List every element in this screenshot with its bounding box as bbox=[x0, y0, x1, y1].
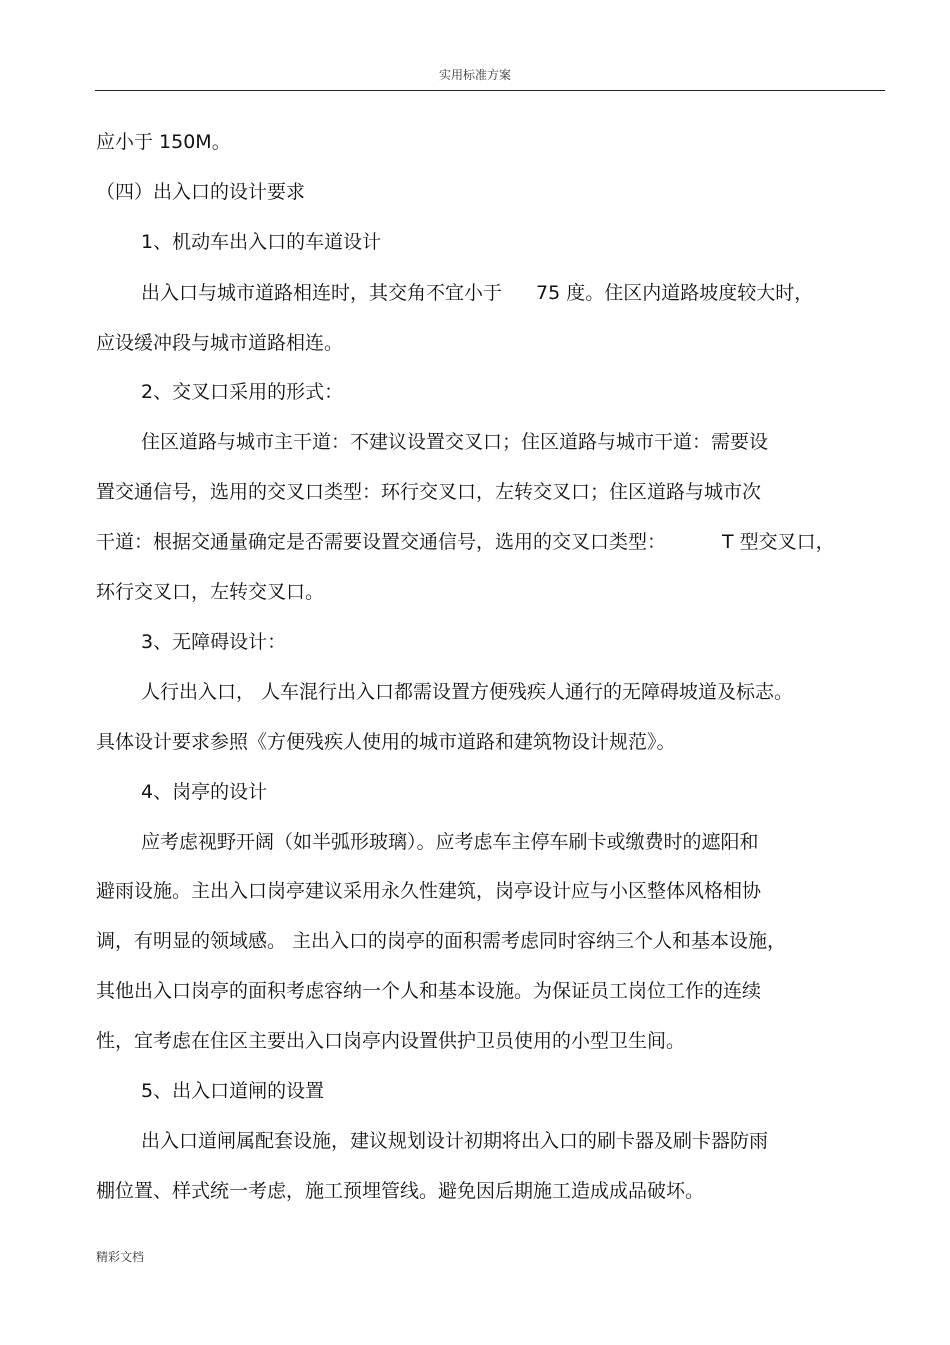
text-line: 环行交叉口，左转交叉口。 bbox=[96, 581, 325, 603]
text-line: 具体设计要求参照《方便残疾人使用的城市道路和建筑物设计规范》。 bbox=[96, 731, 676, 753]
subsection-heading: 1、机动车出入口的车道设计 bbox=[141, 231, 382, 253]
page-footer: 精彩文档 bbox=[96, 1250, 145, 1264]
text-line: 性，宜考虑在住区主要出入口岗亭内设置供护卫员使用的小型卫生间。 bbox=[96, 1030, 686, 1052]
text-line: 其他出入口岗亭的面积考虑容纳一个人和基本设施。为保证员工岗位工作的连续 bbox=[96, 980, 762, 1002]
text-segment: T 型交叉口， bbox=[722, 531, 835, 553]
text-line: 人行出入口， 人车混行出入口都需设置方便残疾人通行的无障碍坡道及标志。 bbox=[141, 681, 794, 703]
text-line: 住区道路与城市主干道：不建议设置交叉口；住区道路与城市干道：需要设 bbox=[141, 431, 769, 453]
text-line bbox=[96, 530, 835, 554]
subsection-heading: 3、无障碍设计： bbox=[141, 631, 287, 653]
text-line: 应小于 150M。 bbox=[96, 131, 231, 153]
text-line: 调，有明显的领域感。 主出入口的岗亭的面积需考虑同时容纳三个人和基本设施， bbox=[96, 930, 787, 952]
text-line bbox=[141, 281, 813, 305]
text-segment: 干道：根据交通量确定是否需要设置交通信号，选用的交叉口类型： bbox=[96, 531, 667, 553]
text-segment: 出入口与城市道路相连时，其交角不宜小于 bbox=[141, 282, 503, 304]
page-header: 实用标准方案 bbox=[438, 68, 511, 82]
text-line: 置交通信号，选用的交叉口类型：环行交叉口，左转交叉口；住区道路与城市次 bbox=[96, 481, 762, 503]
section-heading: （四）出入口的设计要求 bbox=[96, 181, 306, 203]
text-line: 应设缓冲段与城市道路相连。 bbox=[96, 332, 344, 354]
text-line: 棚位置、样式统一考虑，施工预埋管线。避免因后期施工造成成品破坏。 bbox=[96, 1180, 705, 1202]
text-line: 避雨设施。主出入口岗亭建议采用永久性建筑，岗亭设计应与小区整体风格相协 bbox=[96, 880, 762, 902]
text-segment: 75 度。住区内道路坡度较大时， bbox=[536, 282, 814, 304]
subsection-heading: 5、出入口道闸的设置 bbox=[141, 1080, 325, 1102]
subsection-heading: 2、交叉口采用的形式： bbox=[141, 381, 344, 403]
subsection-heading: 4、岗亭的设计 bbox=[141, 781, 268, 803]
text-line: 出入口道闸属配套设施，建议规划设计初期将出入口的刷卡器及刷卡器防雨 bbox=[141, 1130, 769, 1152]
text-line: 应考虑视野开阔（如半弧形玻璃）。应考虑车主停车刷卡或缴费时的遮阳和 bbox=[141, 831, 759, 853]
header-divider bbox=[95, 90, 885, 91]
